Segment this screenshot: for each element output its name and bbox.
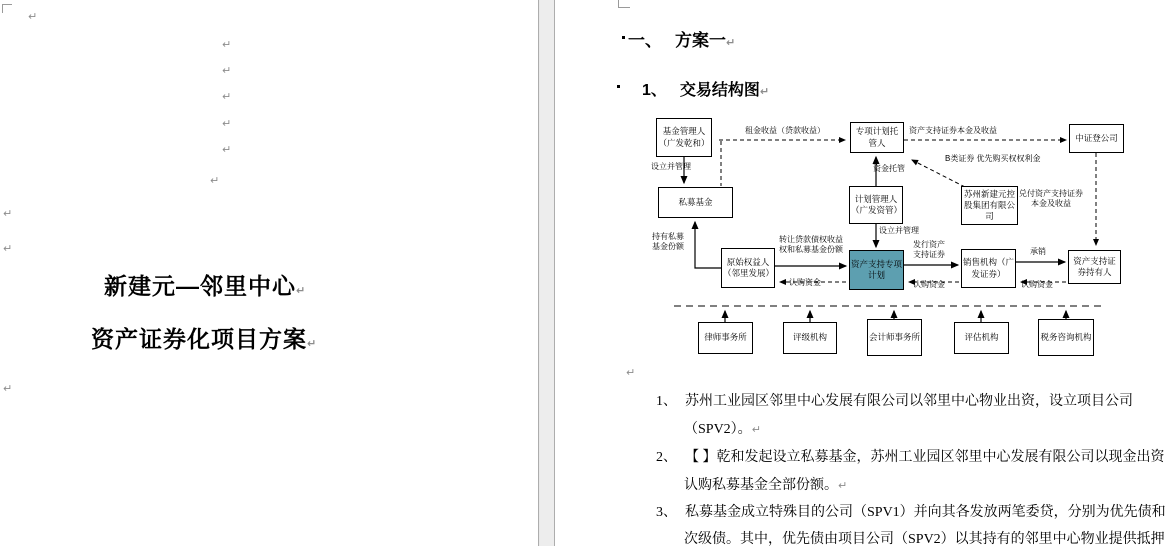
paragraph-mark: ↵ xyxy=(726,36,736,49)
body-text: 私募基金成立特殊目的公司（SPV1）并向其各发放两笔委贷，分别为优先债和 xyxy=(685,505,1166,520)
paragraph-mark: ↵ xyxy=(28,10,38,23)
paragraph-mark: ↵ xyxy=(751,423,761,436)
title-text: 新建元—邻里中心 xyxy=(104,273,296,299)
diagram-box-fund-manager[interactable]: 基金管理人（广发乾和） xyxy=(656,118,712,157)
paragraph-mark: ↵ xyxy=(626,366,636,379)
list-bullet xyxy=(622,36,625,39)
list-number: 3、 xyxy=(656,505,677,520)
paragraph-mark: ↵ xyxy=(3,207,13,220)
edge-label-setup-manage-left: 设立并管理 xyxy=(651,162,691,171)
body-paragraph-1-line-1[interactable] xyxy=(656,390,1133,410)
heading-plan-one[interactable] xyxy=(628,26,735,51)
edge-label-abs-principal: 资产支持证券本金及收益 xyxy=(909,126,997,135)
page-gap xyxy=(540,0,554,546)
diagram-box-holders[interactable]: 资产支持证券持有人 xyxy=(1068,250,1121,284)
paragraph-mark: ↵ xyxy=(222,143,232,156)
body-text: （SPV2）。 xyxy=(684,422,752,437)
diagram-box-seller[interactable]: 销售机构（广发证券） xyxy=(961,249,1016,288)
paragraph-mark: ↵ xyxy=(3,382,13,395)
heading-number: 一、 xyxy=(628,31,662,50)
heading-transaction-structure[interactable] xyxy=(642,77,769,100)
edge-label-transfer-rights: 转让贷款债权收益权和私募基金份额 xyxy=(779,235,843,254)
paragraph-mark: ↵ xyxy=(3,242,13,255)
diagram-box-private-fund[interactable]: 私募基金 xyxy=(658,187,733,218)
heading-number: 1、 xyxy=(642,82,667,99)
diagram-box-appraisal-agency[interactable]: 评估机构 xyxy=(954,322,1009,354)
body-text: 苏州工业园区邻里中心发展有限公司以邻里中心物业出资，设立项目公司 xyxy=(685,394,1133,409)
list-number: 2、 xyxy=(656,450,677,465)
text-boundary-mark xyxy=(2,4,12,13)
diagram-box-szx-holding[interactable]: 苏州新建元控股集团有限公司 xyxy=(961,186,1018,225)
diagram-box-tax-advisor[interactable]: 税务咨询机构 xyxy=(1038,319,1094,356)
body-text: 认购私募基金全部份额。 xyxy=(684,478,838,493)
edge-label-underwrite: 承销 xyxy=(1030,247,1046,256)
edge-label-b-class-premium: B类证券 优先购买权权利金 xyxy=(945,154,1041,163)
edge-label-subscribe-left: 认购资金 xyxy=(789,278,821,287)
diagram-box-rating-agency[interactable]: 评级机构 xyxy=(783,322,837,354)
paragraph-mark: ↵ xyxy=(222,117,232,130)
body-text: 【 】乾和发起设立私募基金，苏州工业园区邻里中心发展有限公司以现金出资 xyxy=(685,450,1165,465)
heading-text: 交易结构图 xyxy=(679,82,760,99)
edge-label-setup-manage-mid: 设立并管理 xyxy=(879,226,919,235)
diagram-box-plan-manager[interactable]: 计划管理人（广发资管） xyxy=(849,186,903,224)
title-text: 资产证券化项目方案 xyxy=(91,326,307,352)
page-right[interactable] xyxy=(554,0,1171,546)
edge-label-hold-fund-shares: 持有私募基金份额 xyxy=(652,232,684,251)
page-left[interactable] xyxy=(0,0,539,546)
paragraph-mark: ↵ xyxy=(222,90,232,103)
edge-label-subscribe-right: 认购资金 xyxy=(1021,280,1053,289)
edge-label-subscribe-mid: 认购资金 xyxy=(913,280,945,289)
paragraph-mark: ↵ xyxy=(307,337,318,350)
list-number: 1、 xyxy=(656,394,677,409)
document-title-line-2[interactable] xyxy=(91,321,317,354)
edge-label-fund-custody: 资金托管 xyxy=(873,164,905,173)
paragraph-mark: ↵ xyxy=(759,85,770,98)
body-paragraph-3-line-1[interactable] xyxy=(656,501,1166,521)
paragraph-mark: ↵ xyxy=(838,479,848,492)
edge-label-issue-abs: 发行资产支持证券 xyxy=(913,240,945,259)
diagram-box-abs-plan[interactable]: 资产支持专项计划 xyxy=(849,250,904,290)
diagram-box-csdc[interactable]: 中证登公司 xyxy=(1069,124,1124,153)
edge-label-rent-income: 租金收益（贷款收益） xyxy=(745,126,825,135)
edge-label-redeem: 兑付资产支持证券本金及收益 xyxy=(1019,189,1083,208)
diagram-box-law-firm[interactable]: 律师事务所 xyxy=(698,322,753,354)
body-text: 次级债。其中，优先债由项目公司（SPV2）以其持有的邻里中心物业提供抵押 xyxy=(684,532,1165,546)
text-boundary-mark xyxy=(618,0,630,8)
paragraph-mark: ↵ xyxy=(222,64,232,77)
paragraph-mark: ↵ xyxy=(210,174,220,187)
diagram-box-trustee[interactable]: 专项计划托管人 xyxy=(850,122,904,153)
body-paragraph-2-line-1[interactable] xyxy=(656,446,1165,466)
body-paragraph-3-line-2[interactable] xyxy=(684,528,1165,546)
diagram-box-originator[interactable]: 原始权益人（邻里发展） xyxy=(721,248,775,288)
heading-text: 方案一 xyxy=(675,31,726,50)
body-paragraph-1-line-2[interactable] xyxy=(684,418,761,438)
list-bullet xyxy=(617,85,620,88)
paragraph-mark: ↵ xyxy=(222,38,232,51)
diagram-box-accounting-firm[interactable]: 会计师事务所 xyxy=(867,319,922,356)
body-paragraph-2-line-2[interactable] xyxy=(684,474,847,494)
document-title-line-1[interactable] xyxy=(104,268,306,301)
paragraph-mark: ↵ xyxy=(296,284,307,297)
